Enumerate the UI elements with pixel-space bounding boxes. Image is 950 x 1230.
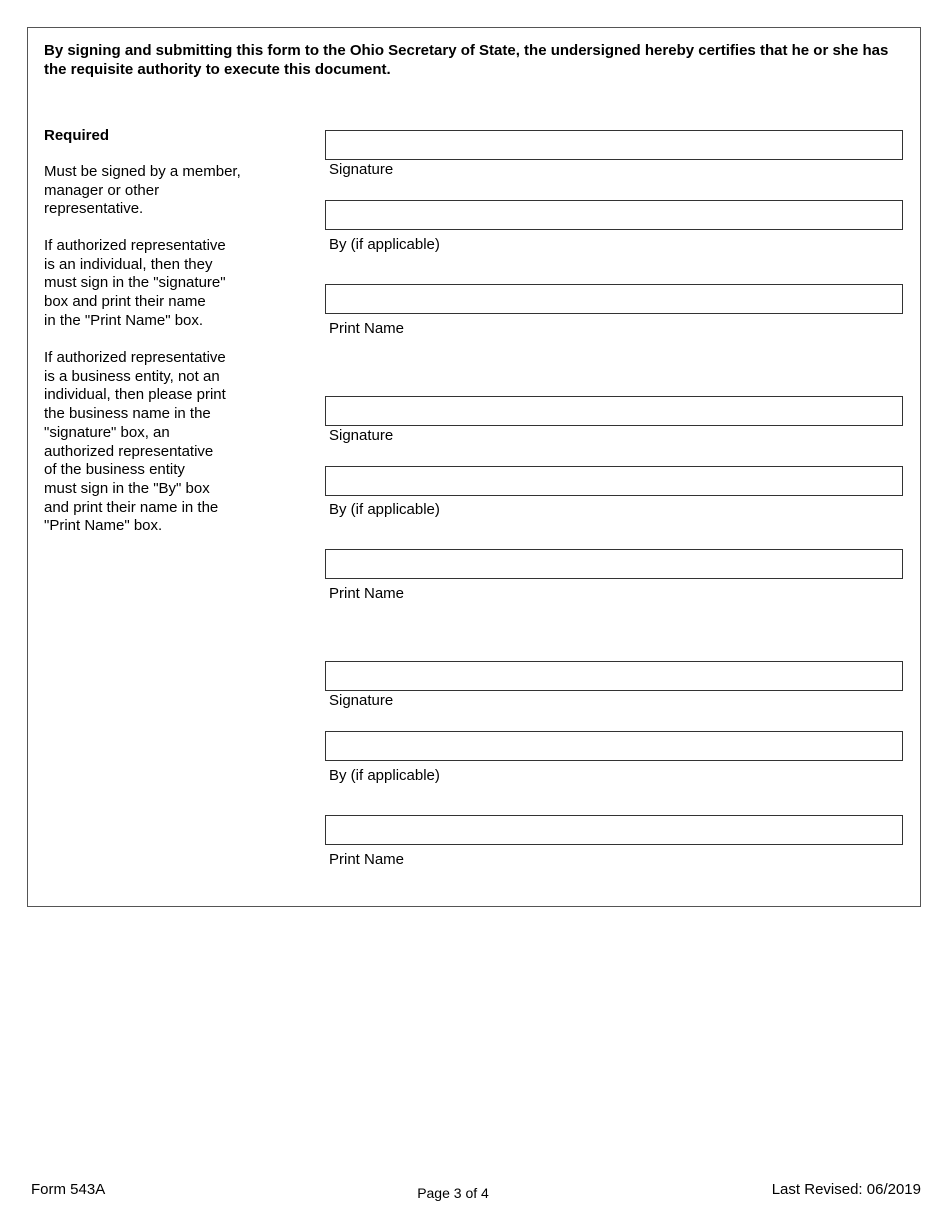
print-name-field-2[interactable]	[325, 549, 903, 579]
print-name-field-3[interactable]	[325, 815, 903, 845]
instruction-paragraph-1: Must be signed by a member, manager or other representative.	[44, 163, 241, 218]
last-revised: Last Revised: 06/2019	[771, 1181, 921, 1198]
by-label-3: By (if applicable)	[329, 767, 440, 784]
print-name-field-1[interactable]	[325, 284, 903, 314]
form-number: Form 543A	[31, 1181, 106, 1198]
page-number: Page 3 of 4	[417, 1185, 489, 1201]
certification-statement: By signing and submitting this form to the Ohio Secretary of State, the undersigned hereby certifies that he or she has the requisite authority to execute this document.	[44, 42, 889, 78]
by-field-3[interactable]	[325, 731, 903, 761]
signature-field-1[interactable]	[325, 130, 903, 160]
by-field-1[interactable]	[325, 200, 903, 230]
signature-label-3: Signature	[329, 692, 394, 709]
instruction-paragraph-2: If authorized representative is an individual, then they must sign in the "signature" box and print their name in the "Print Name" box.	[44, 237, 226, 329]
signature-label-1: Signature	[329, 161, 394, 178]
by-label-1: By (if applicable)	[329, 236, 440, 253]
print-name-label-1: Print Name	[329, 320, 405, 337]
instruction-paragraph-3: If authorized representative is a business entity, not an individual, then please print the business name in the "signature" box, an authorized representative of the business entity must sign in the "By" box and print their name in the "Print Name" box.	[44, 349, 226, 535]
signature-label-2: Signature	[329, 427, 394, 444]
by-label-2: By (if applicable)	[329, 501, 440, 518]
print-name-label-2: Print Name	[329, 585, 405, 602]
print-name-label-3: Print Name	[329, 851, 405, 868]
by-field-2[interactable]	[325, 466, 903, 496]
signature-field-2[interactable]	[325, 396, 903, 426]
signature-field-3[interactable]	[325, 661, 903, 691]
required-title: Required	[44, 127, 110, 144]
